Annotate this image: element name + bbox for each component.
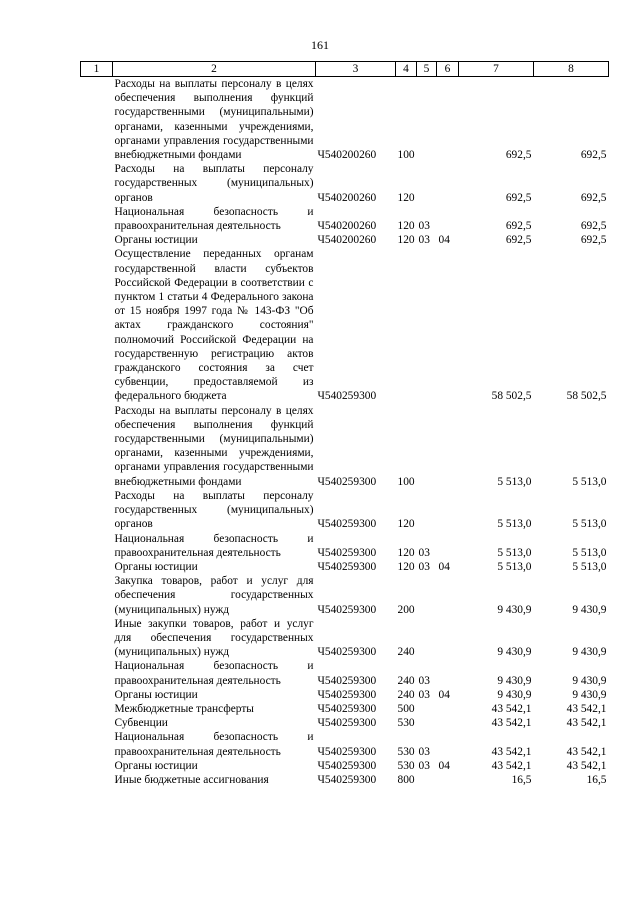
row-amount-2: 9 430,9 — [572, 646, 607, 659]
table-row — [81, 716, 609, 730]
row-blank-cell — [81, 702, 113, 716]
row-section: 03 — [418, 688, 430, 701]
row-blank-cell — [81, 759, 113, 773]
row-subsection — [437, 773, 459, 787]
row-amount-2: 43 542,1 — [566, 759, 607, 772]
page-number: 161 — [311, 38, 329, 52]
header-col-7: 7 — [459, 62, 534, 77]
row-section — [417, 77, 437, 163]
row-blank-cell — [81, 162, 113, 205]
row-code: Ч540259300 — [317, 759, 377, 772]
row-amount-2: 58 502,5 — [566, 390, 607, 403]
row-amount-2: 43 542,1 — [566, 745, 607, 758]
row-code: Ч540259300 — [317, 646, 377, 659]
row-amount-2: 9 430,9 — [572, 688, 607, 701]
row-code: Ч540259300 — [317, 674, 377, 687]
row-section — [417, 617, 437, 660]
row-amount-2: 9 430,9 — [572, 603, 607, 616]
row-name: Национальная безопасность и правоохранительная деятельность — [114, 660, 314, 687]
row-subsection — [437, 730, 459, 758]
row-code: Ч540259300 — [317, 518, 377, 531]
row-amount-1: 692,5 — [505, 149, 532, 162]
row-name: Расходы на выплаты персоналу государственных (муниципальных) органов — [114, 163, 314, 204]
row-amount-1: 692,5 — [505, 220, 532, 233]
row-amount-1: 16,5 — [511, 773, 532, 786]
row-expense-type: 100 — [397, 149, 415, 162]
row-section: 03 — [418, 234, 430, 247]
table-row — [81, 574, 609, 617]
row-expense-type: 120 — [397, 234, 415, 247]
row-expense-type: 120 — [397, 518, 415, 531]
row-amount-1: 5 513,0 — [497, 518, 532, 531]
row-blank-cell — [81, 532, 113, 560]
row-code: Ч540259300 — [317, 773, 377, 786]
table-row — [81, 404, 609, 489]
row-amount-2: 692,5 — [580, 149, 607, 162]
row-name: Расходы на выплаты персоналу в целях обеспечения выполнения функций государственными (муниципальными) органами, казенными учреждениями, органами управления государственными внебюджетными фондами — [114, 404, 314, 488]
row-amount-2: 5 513,0 — [572, 518, 607, 531]
row-blank-cell — [81, 730, 113, 758]
row-section: 03 — [418, 546, 430, 559]
row-subsection — [437, 617, 459, 660]
row-blank-cell — [81, 574, 113, 617]
row-code: Ч540259300 — [317, 688, 377, 701]
row-name: Расходы на выплаты персоналу государственных (муниципальных) органов — [114, 489, 314, 531]
table-row — [81, 489, 609, 532]
row-amount-2: 43 542,1 — [566, 702, 607, 715]
row-code: Ч540200260 — [317, 191, 377, 204]
row-amount-1: 9 430,9 — [497, 603, 532, 616]
row-name: Иные бюджетные ассигнования — [114, 773, 269, 786]
row-code: Ч540259300 — [317, 702, 377, 715]
row-section — [417, 162, 437, 205]
header-col-4: 4 — [396, 62, 417, 77]
row-subsection — [437, 404, 459, 489]
table-row — [81, 247, 609, 403]
row-expense-type — [396, 247, 417, 403]
row-expense-type: 200 — [397, 603, 415, 616]
row-blank-cell — [81, 205, 113, 233]
table-row — [81, 659, 609, 687]
row-expense-type: 530 — [397, 745, 415, 758]
row-code: Ч540200260 — [317, 149, 377, 162]
table-header — [81, 62, 609, 77]
table-row — [81, 560, 609, 574]
row-amount-1: 43 542,1 — [491, 717, 532, 730]
row-expense-type: 240 — [397, 674, 415, 687]
header-col-1: 1 — [81, 62, 113, 77]
row-subsection — [437, 716, 459, 730]
row-section: 03 — [418, 745, 430, 758]
row-amount-1: 9 430,9 — [497, 646, 532, 659]
row-section — [417, 773, 437, 787]
row-amount-1: 692,5 — [505, 234, 532, 247]
table-row — [81, 688, 609, 702]
row-blank-cell — [81, 773, 113, 787]
row-name: Закупка товаров, работ и услуг для обеспечения государственных (муниципальных) нужд — [114, 575, 314, 616]
row-name: Органы юстиции — [114, 688, 198, 701]
row-amount-2: 16,5 — [586, 773, 607, 786]
row-code: Ч540259300 — [317, 546, 377, 559]
row-amount-1: 43 542,1 — [491, 745, 532, 758]
row-subsection: 04 — [438, 560, 450, 573]
row-subsection — [437, 247, 459, 403]
row-amount-2: 5 513,0 — [572, 546, 607, 559]
row-blank-cell — [81, 716, 113, 730]
row-expense-type: 240 — [397, 646, 415, 659]
row-expense-type: 240 — [397, 688, 415, 701]
row-amount-1: 9 430,9 — [497, 688, 532, 701]
budget-table — [80, 61, 609, 787]
row-expense-type: 120 — [397, 546, 415, 559]
row-section: 03 — [418, 560, 430, 573]
row-amount-2: 5 513,0 — [572, 560, 607, 573]
table-row — [81, 773, 609, 787]
table-row — [81, 162, 609, 205]
header-col-6: 6 — [437, 62, 459, 77]
table-row — [81, 730, 609, 758]
row-name: Субвенции — [114, 717, 168, 730]
row-section — [417, 574, 437, 617]
row-blank-cell — [81, 233, 113, 247]
row-amount-1: 43 542,1 — [491, 759, 532, 772]
row-code: Ч540259300 — [317, 390, 377, 403]
row-subsection — [437, 532, 459, 560]
row-blank-cell — [81, 560, 113, 574]
row-amount-2: 9 430,9 — [572, 674, 607, 687]
table-row — [81, 205, 609, 233]
row-section: 03 — [418, 220, 430, 233]
row-subsection: 04 — [438, 759, 450, 772]
table-body — [81, 77, 609, 788]
row-amount-1: 58 502,5 — [491, 390, 532, 403]
row-section — [417, 489, 437, 532]
row-section — [417, 716, 437, 730]
row-expense-type: 120 — [397, 220, 415, 233]
table-row — [81, 759, 609, 773]
row-name: Иные закупки товаров, работ и услуг для обеспечения государственных (муниципальных) нужд — [114, 617, 314, 659]
row-section — [417, 247, 437, 403]
row-blank-cell — [81, 659, 113, 687]
row-name: Межбюджетные трансферты — [114, 702, 254, 715]
row-name: Национальная безопасность и правоохранительная деятельность — [114, 205, 314, 233]
row-amount-1: 5 513,0 — [497, 560, 532, 573]
row-amount-1: 9 430,9 — [497, 674, 532, 687]
row-subsection: 04 — [438, 688, 450, 701]
row-code: Ч540259300 — [317, 475, 377, 488]
header-col-8: 8 — [534, 62, 609, 77]
table-row — [81, 702, 609, 716]
row-code: Ч540259300 — [317, 745, 377, 758]
row-amount-2: 692,5 — [580, 234, 607, 247]
header-row — [81, 62, 609, 77]
row-subsection — [437, 77, 459, 163]
row-code: Ч540259300 — [317, 717, 377, 730]
row-amount-2: 692,5 — [580, 191, 607, 204]
header-col-5: 5 — [417, 62, 437, 77]
row-name: Осуществление переданных органам государственной власти субъектов Российской Федерации в соответствии с пунктом 1 статьи 4 Федерального закона от 15 ноября 1997 года № 143-ФЗ "Об актах гражданского состояния" полномочий Российской Федерации на государственную регистрацию актов гражданского состояния за счет субвенции, предоставляемой из федерального бюджета — [114, 248, 314, 403]
row-expense-type: 530 — [397, 759, 415, 772]
row-code: Ч540259300 — [317, 560, 377, 573]
row-amount-2: 5 513,0 — [572, 475, 607, 488]
table-row — [81, 233, 609, 247]
row-subsection — [437, 162, 459, 205]
row-blank-cell — [81, 489, 113, 532]
row-name: Органы юстиции — [114, 759, 198, 772]
table-row — [81, 77, 609, 163]
row-name: Национальная безопасность и правоохранительная деятельность — [114, 731, 314, 758]
row-expense-type: 500 — [397, 702, 415, 715]
row-expense-type: 120 — [397, 191, 415, 204]
row-expense-type: 800 — [397, 773, 415, 786]
row-code: Ч540259300 — [317, 603, 377, 616]
row-subsection — [437, 702, 459, 716]
row-amount-2: 43 542,1 — [566, 717, 607, 730]
row-name: Органы юстиции — [114, 560, 198, 573]
row-amount-1: 5 513,0 — [497, 546, 532, 559]
row-blank-cell — [81, 247, 113, 403]
row-code: Ч540200260 — [317, 234, 377, 247]
row-amount-1: 5 513,0 — [497, 475, 532, 488]
row-blank-cell — [81, 404, 113, 489]
row-blank-cell — [81, 617, 113, 660]
row-amount-1: 692,5 — [505, 191, 532, 204]
row-name: Органы юстиции — [114, 234, 198, 247]
row-expense-type: 530 — [397, 717, 415, 730]
table-row — [81, 532, 609, 560]
row-subsection — [437, 489, 459, 532]
row-section: 03 — [418, 674, 430, 687]
row-code: Ч540200260 — [317, 220, 377, 233]
row-subsection — [437, 574, 459, 617]
header-col-3: 3 — [316, 62, 396, 77]
row-section — [417, 702, 437, 716]
row-expense-type: 100 — [397, 475, 415, 488]
row-section — [417, 404, 437, 489]
row-expense-type: 120 — [397, 560, 415, 573]
row-amount-2: 692,5 — [580, 220, 607, 233]
row-subsection — [437, 205, 459, 233]
row-blank-cell — [81, 688, 113, 702]
table-row — [81, 617, 609, 660]
header-col-2: 2 — [113, 62, 316, 77]
row-amount-1: 43 542,1 — [491, 702, 532, 715]
row-section: 03 — [418, 759, 430, 772]
row-subsection: 04 — [438, 234, 450, 247]
row-name: Национальная безопасность и правоохранительная деятельность — [114, 532, 314, 559]
row-name: Расходы на выплаты персоналу в целях обеспечения выполнения функций государственными (муниципальными) органами, казенными учреждениями, органами управления государственными внебюджетными фондами — [114, 78, 314, 162]
row-blank-cell — [81, 77, 113, 163]
row-subsection — [437, 659, 459, 687]
